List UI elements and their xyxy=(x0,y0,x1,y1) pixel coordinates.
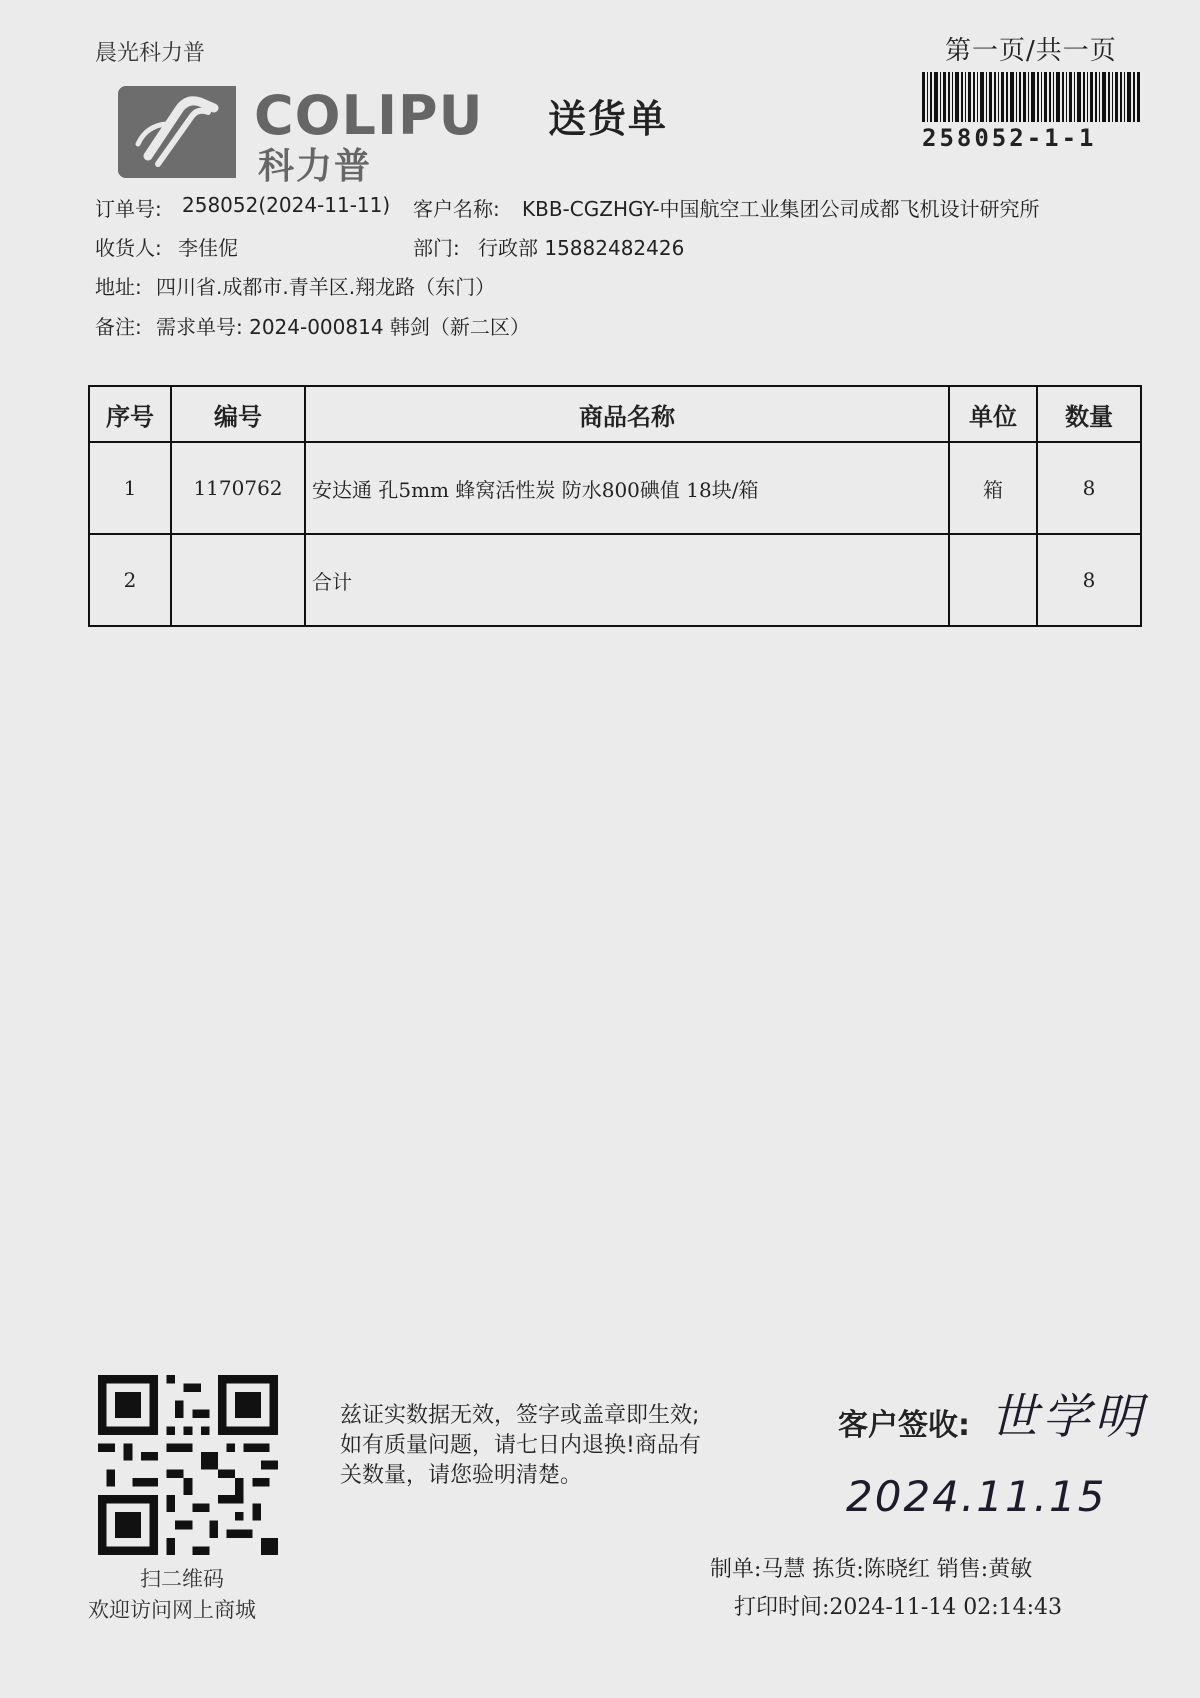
table-row xyxy=(89,442,1141,534)
table-row xyxy=(89,534,1141,626)
cell-quantity: 8 xyxy=(1037,534,1141,626)
barcode xyxy=(922,72,1142,122)
company-logo xyxy=(118,84,498,187)
customer-name-label: 客户名称: xyxy=(413,197,500,221)
logo-cn-text: 科力普 xyxy=(258,146,373,187)
cell-seq: 1 xyxy=(89,442,171,534)
barcode-number: 258052-1-1 xyxy=(922,124,1097,152)
staff-info: 制单:马慧 拣货:陈晓红 销售:黄敏 xyxy=(710,1557,1033,1582)
receiver-label: 收货人: xyxy=(95,236,162,260)
note-line-2: 如有质量问题，请七日内退换!商品有 xyxy=(340,1433,701,1458)
document-title: 送货单 xyxy=(548,97,669,141)
cell-product-name: 安达通 孔5mm 蜂窝活性炭 防水800碘值 18块/箱 xyxy=(305,442,949,534)
logo-brand-text: COLIPU xyxy=(254,84,484,147)
address-label: 地址: xyxy=(95,275,142,299)
header-seq: 序号 xyxy=(89,386,171,442)
items-table xyxy=(88,385,1142,627)
cell-seq: 2 xyxy=(89,534,171,626)
cell-product-name: 合计 xyxy=(305,534,949,626)
customer-name-value: KBB-CGZHGY-中国航空工业集团公司成都飞机设计研究所 xyxy=(522,197,1040,221)
company-name: 晨光科力普 xyxy=(95,41,206,66)
cell-unit xyxy=(949,534,1037,626)
table-header-row xyxy=(89,386,1141,442)
department-value: 行政部 15882482426 xyxy=(478,236,685,260)
receiver-value: 李佳伲 xyxy=(178,236,238,260)
address-value: 四川省.成都市.青羊区.翔龙路（东门） xyxy=(156,275,496,299)
header-quantity: 数量 xyxy=(1037,386,1141,442)
note-line-3: 关数量，请您验明清楚。 xyxy=(340,1463,583,1488)
logo-mark-icon xyxy=(118,86,236,178)
department-label: 部门: xyxy=(413,236,460,260)
qr-scan-label: 扫二维码 xyxy=(140,1567,224,1591)
cell-quantity: 8 xyxy=(1037,442,1141,534)
cell-code xyxy=(171,534,305,626)
cell-unit: 箱 xyxy=(949,442,1037,534)
print-time: 打印时间:2024-11-14 02:14:43 xyxy=(734,1595,1063,1620)
cell-code: 1170762 xyxy=(171,442,305,534)
customer-signature: 世学明 xyxy=(990,1389,1147,1445)
header-code: 编号 xyxy=(171,386,305,442)
order-number-label: 订单号: xyxy=(95,197,162,221)
qr-code-icon[interactable] xyxy=(98,1375,278,1555)
qr-welcome-label: 欢迎访问网上商城 xyxy=(88,1598,256,1622)
signature-date: 2024.11.15 xyxy=(846,1472,1107,1521)
page-info: 第一页/共一页 xyxy=(945,36,1117,66)
note-line-1: 兹证实数据无效，签字或盖章即生效; xyxy=(340,1403,700,1428)
remark-value: 需求单号: 2024-000814 韩剑（新二区） xyxy=(156,315,530,339)
order-number-value: 258052(2024-11-11) xyxy=(182,193,391,217)
header-product-name: 商品名称 xyxy=(305,386,949,442)
remark-label: 备注: xyxy=(95,315,142,339)
customer-sign-label: 客户签收: xyxy=(838,1408,970,1443)
header-unit: 单位 xyxy=(949,386,1037,442)
